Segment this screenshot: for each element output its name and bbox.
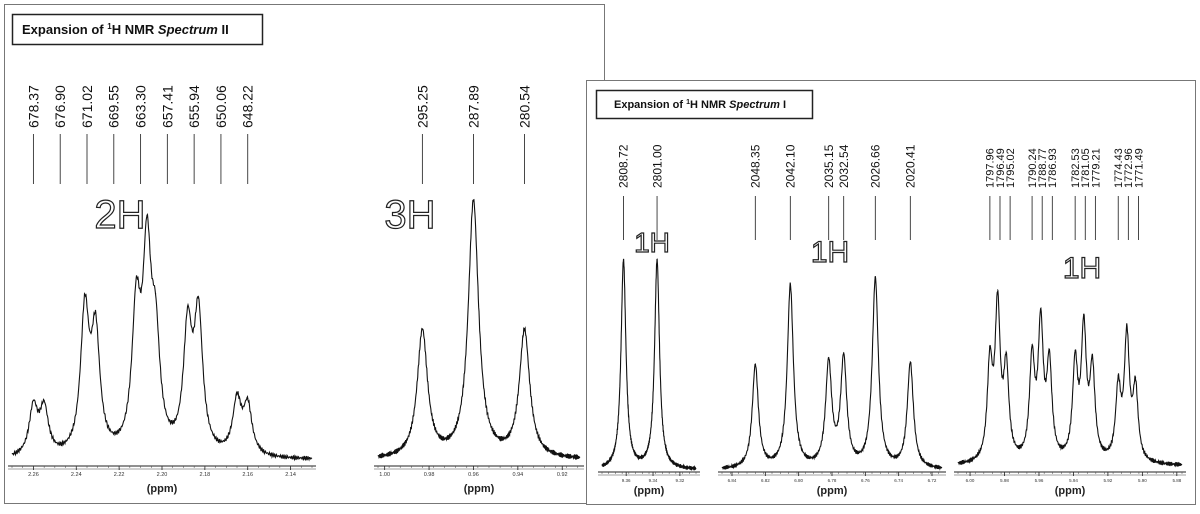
panel-frame-spectrum-i xyxy=(587,81,1196,505)
peak-point xyxy=(155,293,156,294)
peak-point xyxy=(623,259,624,260)
peak-label: 2035.15 xyxy=(821,144,836,188)
x-axis-label: (ppm) xyxy=(146,483,178,495)
x-tick-label: 0.96 xyxy=(468,472,479,478)
peak-point xyxy=(473,199,474,200)
peak-label: 648.22 xyxy=(239,85,256,128)
peak-point xyxy=(95,312,96,313)
peak-point xyxy=(755,364,756,365)
x-tick-label: 5.94 xyxy=(1069,478,1078,483)
x-tick-label: 2.20 xyxy=(156,472,168,478)
x-tick-label: 6.76 xyxy=(860,478,870,483)
peak-label: 1771.49 xyxy=(1133,148,1146,188)
peak-point xyxy=(656,259,657,260)
x-axis-label: (ppm) xyxy=(816,485,848,497)
peak-label: 287.89 xyxy=(465,85,482,128)
x-tick-label: 0.92 xyxy=(556,472,568,478)
integration-annotation: 1H xyxy=(634,227,670,258)
peak-point xyxy=(1135,377,1136,378)
x-tick-label: 2.18 xyxy=(199,472,211,478)
x-axis-label: (ppm) xyxy=(633,485,665,497)
peak-point xyxy=(843,352,844,353)
x-tick-label: 2.22 xyxy=(113,472,125,478)
peak-point xyxy=(1075,350,1076,351)
peak-label: 1796.49 xyxy=(994,148,1007,188)
x-tick-label: 0.94 xyxy=(512,472,524,478)
peak-point xyxy=(910,361,911,362)
peak-point xyxy=(1006,352,1007,353)
integration-annotation: 1H xyxy=(810,236,850,269)
peak-label: 2026.66 xyxy=(868,144,883,188)
peak-point xyxy=(44,400,45,401)
peak-point xyxy=(33,399,34,400)
peak-point xyxy=(1092,355,1093,356)
x-axis-label: (ppm) xyxy=(463,483,495,495)
peak-label: 1772.96 xyxy=(1123,148,1136,188)
peak-point xyxy=(247,398,248,399)
peak-point xyxy=(875,277,876,278)
peak-point xyxy=(1049,349,1050,350)
x-tick-label: 2.26 xyxy=(28,472,39,478)
x-tick-label: 2.14 xyxy=(285,472,296,478)
peak-label: 1788.77 xyxy=(1037,148,1050,188)
x-tick-label: 6.82 xyxy=(760,478,770,483)
x-tick-label: 2.24 xyxy=(70,472,82,478)
peak-point xyxy=(187,306,188,307)
x-tick-label: 6.72 xyxy=(927,478,937,483)
peak-label: 2020.41 xyxy=(903,144,918,188)
panel-frame-spectrum-ii xyxy=(5,5,605,504)
x-tick-label: 5.90 xyxy=(1137,478,1147,483)
peak-label: 678.37 xyxy=(25,85,42,128)
peak-label: 1795.02 xyxy=(1004,148,1017,188)
peak-point xyxy=(1126,325,1127,326)
peak-point xyxy=(1118,375,1119,376)
integration-annotation: 1H xyxy=(1062,252,1102,285)
peak-point xyxy=(1040,308,1041,309)
x-tick-label: 0.98 xyxy=(423,472,435,478)
peak-point xyxy=(997,289,998,290)
x-tick-label: 5.92 xyxy=(1103,478,1113,483)
x-tick-label: 6.74 xyxy=(894,478,904,483)
peak-point xyxy=(1083,314,1084,315)
peak-label: 1790.24 xyxy=(1026,148,1039,188)
peak-label: 2048.35 xyxy=(748,144,763,188)
peak-label: 2801.00 xyxy=(650,144,665,188)
peak-label: 2042.10 xyxy=(783,144,798,188)
peak-label: 1797.96 xyxy=(984,148,997,188)
peak-label: 650.06 xyxy=(212,85,229,128)
peak-point xyxy=(84,294,85,295)
title-spectrum-i: Expansion of $^1$H NMR Spectrum I xyxy=(614,99,787,111)
integration-annotation: 3H xyxy=(384,193,436,237)
x-tick-label: 1.00 xyxy=(379,472,391,478)
peak-label: 1786.93 xyxy=(1047,148,1060,188)
peak-point xyxy=(1031,344,1032,345)
x-tick-label: 5.98 xyxy=(1000,478,1009,483)
x-tick-label: 6.84 xyxy=(727,478,737,483)
peak-label: 2808.72 xyxy=(616,144,631,188)
peak-label: 1781.05 xyxy=(1080,148,1093,188)
peak-point xyxy=(198,296,199,297)
peak-label: 1779.21 xyxy=(1090,148,1103,188)
x-tick-label: 9.34 xyxy=(648,478,658,483)
title-spectrum-ii: Expansion of $^1$H NMR Spectrum II xyxy=(22,22,229,37)
peak-label: 655.94 xyxy=(186,85,203,128)
x-axis-label: (ppm) xyxy=(1054,485,1086,497)
peak-point xyxy=(236,392,237,393)
integration-annotation: 2H xyxy=(94,193,146,237)
peak-label: 1774.43 xyxy=(1113,148,1126,188)
x-tick-label: 6.78 xyxy=(827,478,837,483)
x-tick-label: 9.36 xyxy=(621,478,631,483)
peak-label: 663.30 xyxy=(132,85,149,128)
peak-point xyxy=(790,284,791,285)
peak-label: 671.02 xyxy=(78,85,95,128)
peak-point xyxy=(828,357,829,358)
peak-point xyxy=(422,328,423,329)
peak-label: 2032.54 xyxy=(836,144,851,188)
peak-label: 1782.53 xyxy=(1070,148,1083,188)
peak-point xyxy=(989,346,990,347)
peak-label: 657.41 xyxy=(159,85,176,128)
x-tick-label: 9.32 xyxy=(675,478,685,483)
x-tick-label: 5.96 xyxy=(1034,478,1044,483)
peak-label: 669.55 xyxy=(105,85,122,128)
peak-point xyxy=(146,215,147,216)
peak-point xyxy=(136,277,137,278)
x-tick-label: 2.16 xyxy=(242,472,254,478)
peak-point xyxy=(524,328,525,329)
x-tick-label: 6.00 xyxy=(965,478,975,483)
x-tick-label: 6.80 xyxy=(794,478,804,483)
x-tick-label: 5.88 xyxy=(1172,478,1182,483)
peak-label: 676.90 xyxy=(52,85,69,128)
peak-label: 280.54 xyxy=(516,85,533,128)
peak-label: 295.25 xyxy=(414,85,431,128)
